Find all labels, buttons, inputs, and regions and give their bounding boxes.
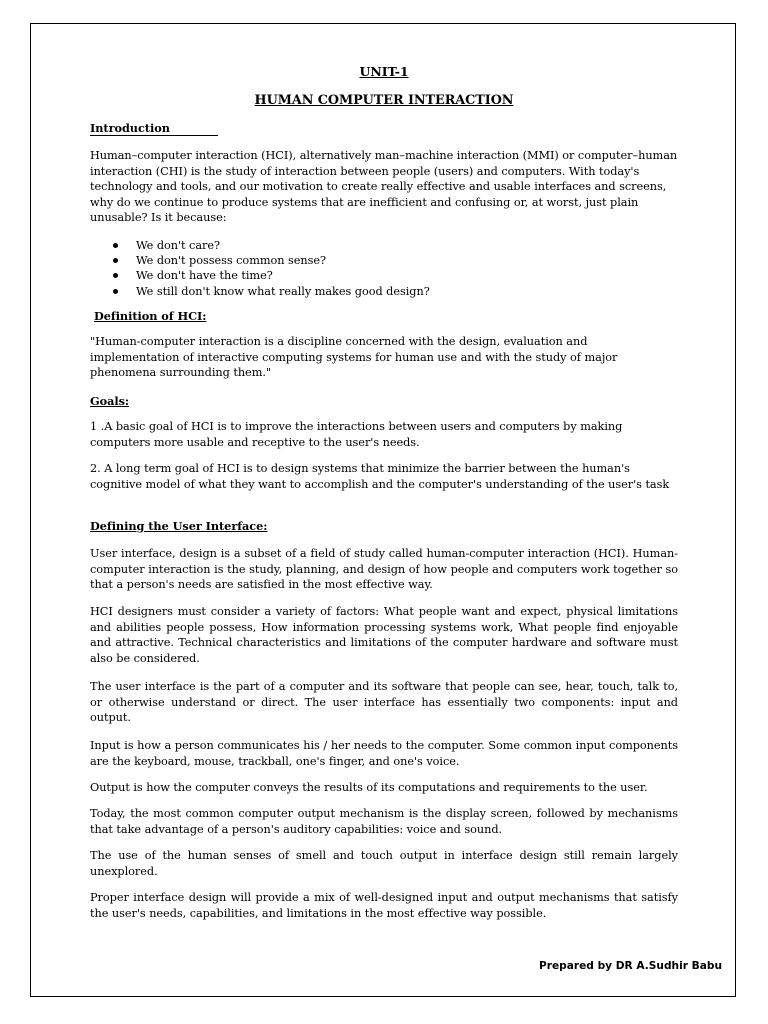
intro-heading-label: Introduction — [90, 122, 218, 136]
ui-paragraph-5: Output is how the computer conveys the results of its computations and requirements to the user. — [90, 781, 648, 794]
unit-title: UNIT-1 — [359, 64, 409, 79]
ui-paragraph-4: Input is how a person communicates his / her needs to the computer. Some common input components are the keyboard, mouse, trackball, one's finger, and one's voice. — [90, 739, 678, 768]
ui-paragraph-3: The user interface is the part of a computer and its software that people can see, hear, touch, talk to, or otherwise understand or direct. The user interface has essentially two components: input and output. — [90, 680, 678, 725]
bullet-icon — [113, 273, 118, 278]
bullet-icon — [113, 289, 118, 294]
definition-paragraph: "Human-computer interaction is a discipline concerned with the design, evaluation and implementation of interactive computing systems for human use and with the study of major phenomena surrounding them." — [90, 335, 618, 380]
ui-paragraph-6: Today, the most common computer output mechanism is the display screen, followed by mechanisms that take advantage of a person's auditory capabilities: voice and sound. — [90, 807, 678, 836]
goal-1-paragraph: 1 .A basic goal of HCI is to improve the interactions between users and computers by making computers more usable and receptive to the user's needs. — [90, 420, 623, 449]
prepared-by-footer: Prepared by DR A.Sudhir Babu — [538, 960, 722, 972]
list-item — [90, 253, 430, 268]
definition-heading: Definition of HCI: — [94, 309, 207, 323]
ui-paragraph-2: HCI designers must consider a variety of factors: What people want and expect, physical limitations and abilities people possess, How information processing systems work, What people find enjoyable and attractive. Technical characteristics and limitations of the computer hardware and software must also be considered. — [90, 605, 678, 665]
ui-paragraph-1: User interface, design is a subset of a field of study called human-computer interaction (HCI). Human-computer interaction is the study, planning, and design of how people and computers work together so that a person's needs are satisfied in the most effective way. — [90, 547, 678, 592]
document-title: HUMAN COMPUTER INTERACTION — [254, 93, 514, 108]
list-item — [90, 284, 430, 299]
bullet-text: We don't have the time? — [136, 269, 273, 283]
bullet-icon — [113, 258, 118, 263]
bullet-text: We don't possess common sense? — [136, 254, 327, 268]
intro-bullet-list — [90, 238, 430, 299]
goals-heading: Goals: — [90, 394, 130, 408]
goal-2-paragraph: 2. A long term goal of HCI is to design systems that minimize the barrier between the human's cognitive model of what they want to accomplish and the computer's understanding of the user's task — [90, 462, 670, 491]
bullet-text: We still don't know what really makes good design? — [136, 284, 430, 298]
intro-paragraph: Human–computer interaction (HCI), alternatively man–machine interaction (MMI) or computer–human interaction (CHI) is the study of interaction between people (users) and computers. With today's technology and tools, and our motivation to create really effective and usable interfaces and screens, why do we continue to produce systems that are inefficient and confusing or, at worst, just plain unusable? Is it because: — [90, 149, 678, 225]
intro-heading — [90, 121, 218, 137]
bullet-text: We don't care? — [136, 239, 221, 252]
ui-paragraph-8: Proper interface design will provide a mix of well-designed input and output mechanisms that satisfy the user's needs, capabilities, and limitations in the most effective way possible. — [90, 891, 678, 920]
ui-heading: Defining the User Interface: — [90, 519, 268, 533]
list-item — [90, 238, 430, 253]
list-item — [90, 268, 430, 283]
ui-paragraph-7: The use of the human senses of smell and touch output in interface design still remain largely unexplored. — [90, 849, 678, 878]
bullet-icon — [113, 243, 118, 248]
